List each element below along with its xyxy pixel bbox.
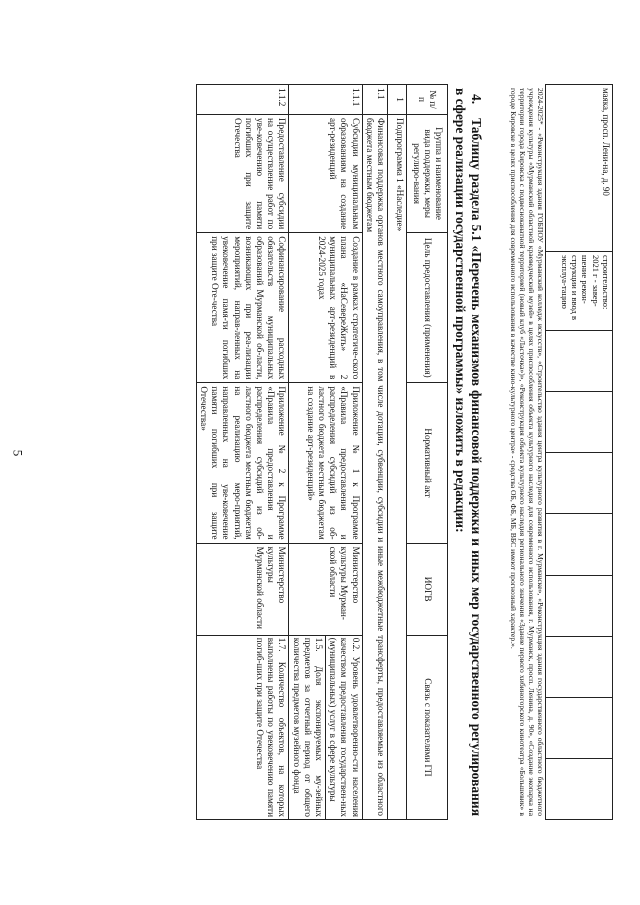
empty-cell (546, 697, 613, 758)
row-num: 1.1.1 (289, 85, 362, 115)
footnote: 2024-2025* - «Реконструкция здания ГОБПОУ «Мурманский колледж искусств», «Строительство здания центра культурного развития в г. Мурманске», «Реконструкция здания государственного областного бюджетного учреждения культуры «Мурманский областной краеведческий музей» в целях приспособления объекта культурного наследия для современного использования, г. Мурманск, просп. Ленина, д. 90», «Создание экопарка на территории города Кировска с подвесноканатной территорией (новый клуб «Ласточка»)», «Реконструкция объекта культурного наследия регионального значения «Здание первого хибиногорского кинотеатра «Большевик» в городе Кировске в целях приспособления для современного использования в качестве кино-культурного центра» - средства ОБ, ФБ, МБ, ВБС имеют прогнозный характер.». (509, 88, 545, 816)
table-row (289, 85, 362, 820)
header-purpose: Цель предоставления (применения) (407, 233, 448, 383)
support-num: 1.1 (362, 85, 387, 115)
header-link: Связь с показателями ГП (407, 635, 448, 819)
row-act: Приложение № 2 к Программе «Правила предоставления и распределения субсидий из об-ластного бюджета местным бюджетам на реализацию меро-приятий, направленных на уве-ковечение памяти погибших при защите Отечества» (196, 383, 289, 543)
header-act: Нормативный акт (407, 383, 448, 543)
object-address-cell: маяка, просп. Лени-на, д. 90 (546, 85, 613, 252)
empty-cell (546, 453, 613, 514)
subprogram-title: Подпрограмма 1 «Наследие» (388, 115, 407, 820)
row-iogv: Министерство культуры Мурман-ской области (289, 543, 362, 635)
row-purpose: Создание в рамках стратегиче-ского плана «НаСевереЖить» 2 муниципальных арт-резиденций в 2024-2025 годах (289, 233, 362, 383)
empty-cell (546, 636, 613, 697)
support-measures-table (196, 84, 449, 820)
table-row (546, 85, 613, 820)
indicator-link: 1.7. Количество объектов, на которых выполнены работы по увековечению памяти погиб-ших при защите Отечества (254, 637, 288, 817)
row-group: Субсидии муниципальным образованиям на создание арт-резиденций (289, 115, 362, 233)
section-text: Таблицу раздела 5.1 «Перечень механизмов финансовой поддержки и иных мер государственного регулирования в сфере реализации государственной программы» изложить в редакции: (453, 88, 484, 816)
indicator-link: 0.2. Уровень удовлетворенно-сти населения качеством предоставления государствен-ных (муниципальных) услуг в сфере культуры (328, 637, 361, 817)
page-number: 5 (10, 449, 26, 457)
empty-cell (546, 514, 613, 575)
section-heading (452, 88, 484, 816)
support-title: Финансовая поддержка органов местного самоуправления, в том числе дотации, субвенции, субсидии и иные межбюджетные трансферты, предоставляемые из областного бюджета местным бюджетам (362, 115, 387, 820)
row-iogv: Министерство культуры Мурманской области (196, 543, 289, 635)
row-links (289, 635, 362, 819)
subprogram-num: 1 (388, 85, 407, 115)
subprogram-row (388, 85, 407, 820)
header-num: № п/п (407, 85, 448, 115)
construction-stage-cell: строительство: 2021 г - завер-шение рекон-струкции и ввод в эксплуа-тацию (546, 252, 613, 331)
table-row (196, 85, 289, 820)
row-links (196, 635, 289, 819)
object-table-continuation (545, 84, 613, 820)
empty-cell (546, 575, 613, 636)
header-iogv: ИОГВ (407, 543, 448, 635)
empty-cell (546, 758, 613, 819)
empty-cell (546, 331, 613, 392)
rotated-document-content (18, 84, 613, 820)
header-group: Группа и наименование вида поддержки, меры регулиро-вания (407, 115, 448, 233)
support-type-row (362, 85, 387, 820)
table-header-row (407, 85, 448, 820)
indicator-link: 1.5. Доля экспонируемых му-зейных предметов за отчетный период от общего количества предметов музейного фонда (289, 636, 326, 819)
section-number: 4. (469, 94, 484, 105)
row-num: 1.1.2 (196, 85, 289, 115)
row-purpose: Софинансирование расходных обязательств муниципальных образований Мурманской об-ласти, возникающих при реа-лизации мероприятий, направ-ленных на увековечение памя-ти погибших при защите Оте-чества (196, 233, 289, 383)
row-act: Приложение № 1 к Программе «Правила предоставления и распределения субсидий из об-ластного бюджета местным бюджетам на создание арт-резиденций» (289, 383, 362, 543)
empty-cell (546, 392, 613, 453)
row-group: Предоставление субсидии на осуществление работ по уве-ковечению памяти погибших при защите Отечества (196, 115, 289, 233)
